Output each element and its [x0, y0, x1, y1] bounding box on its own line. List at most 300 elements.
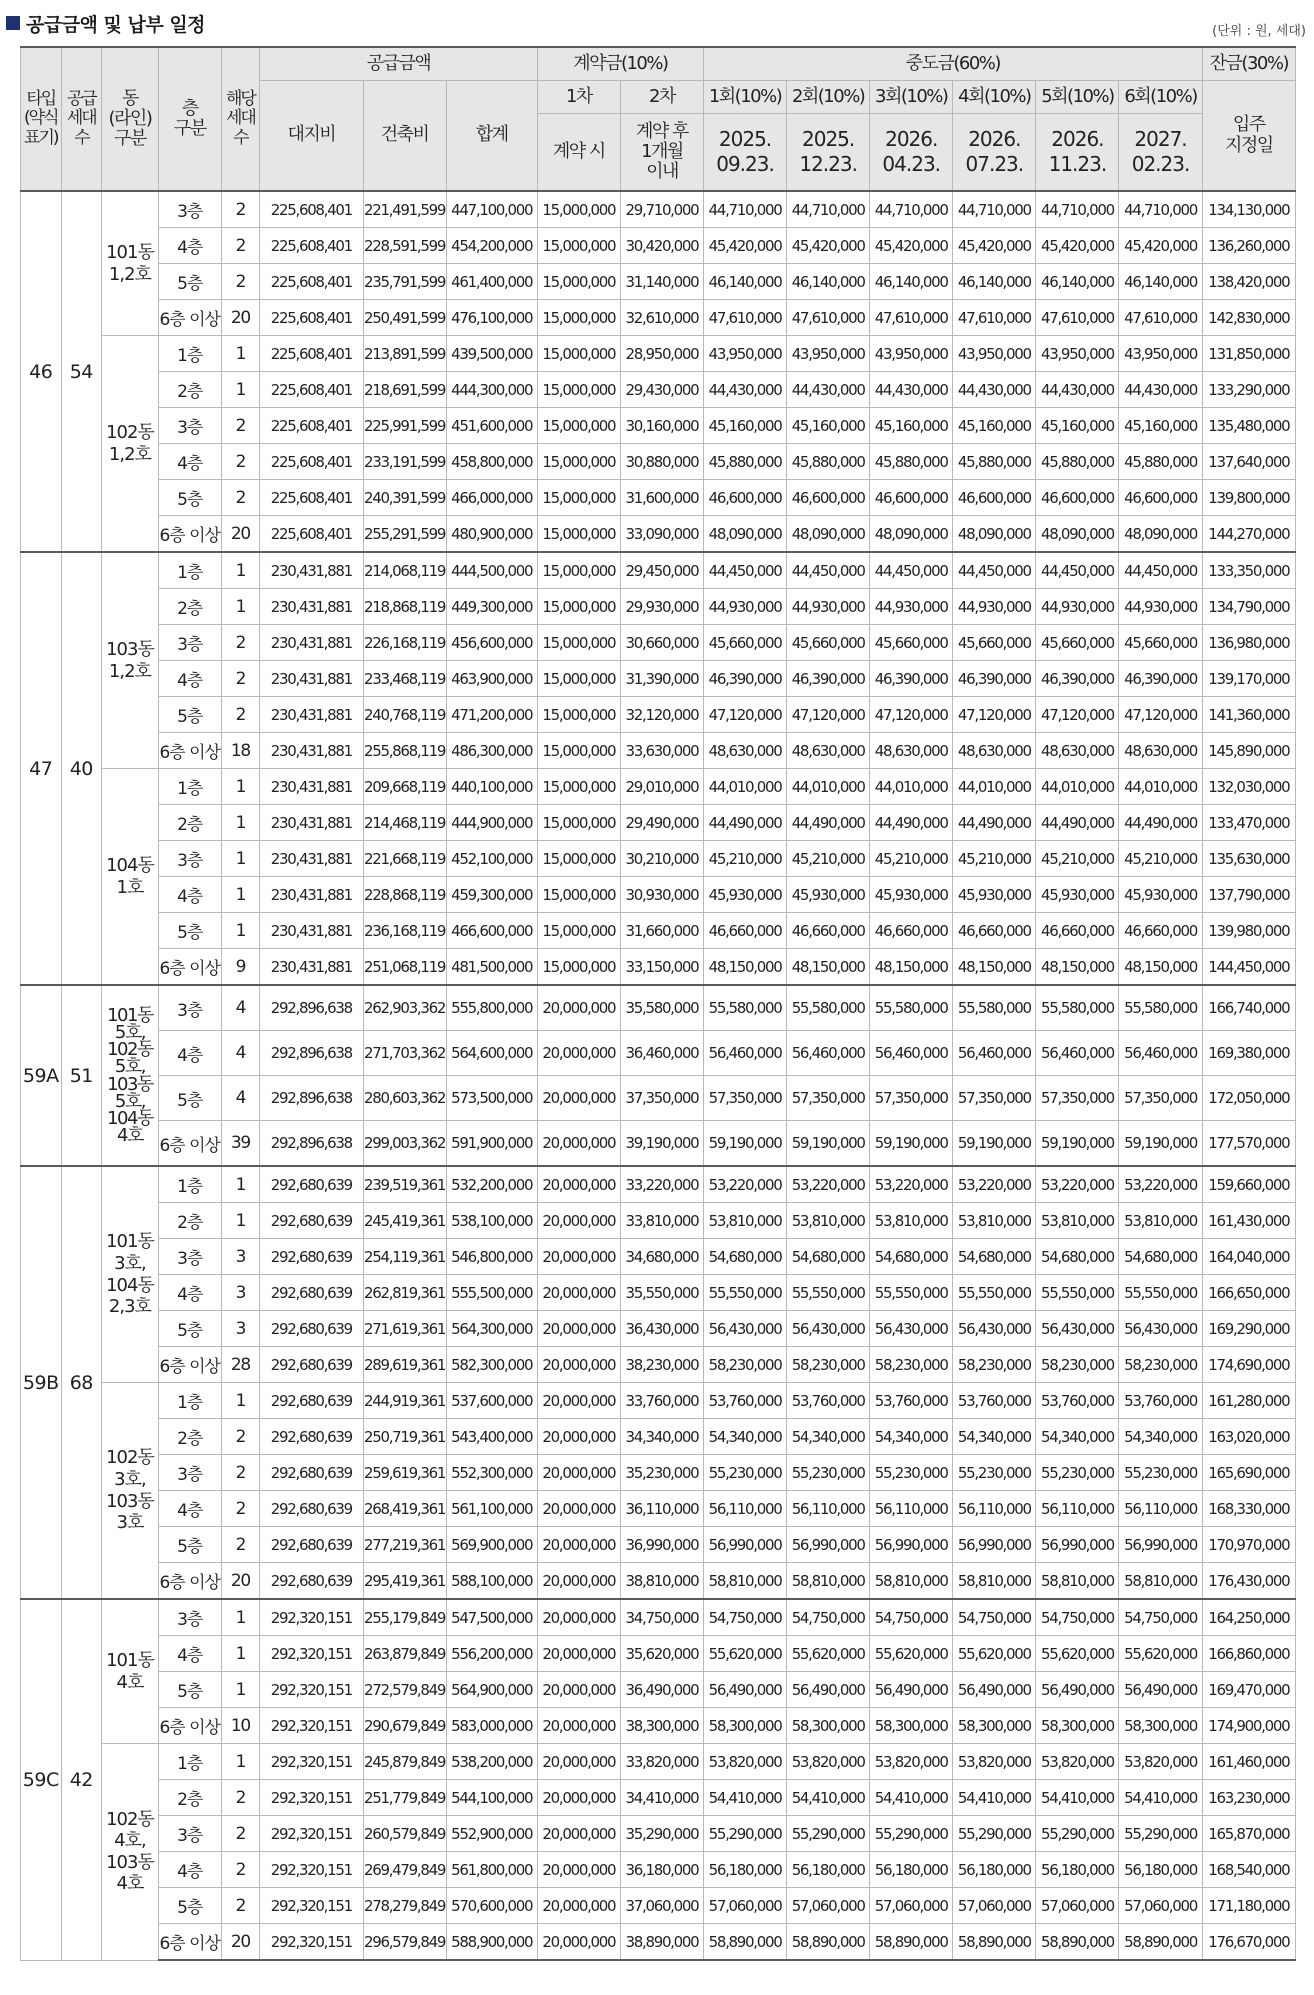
table-row [21, 408, 1296, 444]
deposit-2-cell: 31,390,000 [620, 661, 703, 697]
table-row [21, 1076, 1296, 1121]
table-row [21, 913, 1296, 949]
balance-cell: 174,900,000 [1202, 1708, 1295, 1744]
total-cell: 452,100,000 [446, 841, 537, 877]
deposit-2-cell: 35,230,000 [620, 1455, 703, 1491]
balance-cell: 166,740,000 [1202, 985, 1295, 1031]
table-row [21, 228, 1296, 264]
deposit-1-cell: 20,000,000 [537, 1527, 620, 1563]
floor-cell: 4층 [158, 661, 221, 697]
deposit-2-cell: 29,450,000 [620, 552, 703, 589]
middle-payment-cell: 58,300,000 [787, 1708, 870, 1744]
total-cell: 588,100,000 [446, 1563, 537, 1600]
middle-payment-cell: 44,710,000 [1119, 191, 1202, 228]
middle-payment-cell: 58,810,000 [1036, 1563, 1119, 1600]
middle-payment-cell: 53,810,000 [870, 1203, 953, 1239]
units-cell: 20 [221, 1563, 260, 1600]
land-cost-cell: 292,680,639 [260, 1203, 363, 1239]
middle-payment-cell: 53,220,000 [870, 1166, 953, 1203]
middle-payment-cell: 48,630,000 [953, 733, 1036, 769]
deposit-1-cell: 15,000,000 [537, 552, 620, 589]
deposit-1-cell: 15,000,000 [537, 336, 620, 372]
deposit-1-cell: 15,000,000 [537, 877, 620, 913]
deposit-1-cell: 20,000,000 [537, 1275, 620, 1311]
deposit-1-cell: 20,000,000 [537, 1166, 620, 1203]
middle-payment-cell: 44,450,000 [787, 552, 870, 589]
total-cell: 582,300,000 [446, 1347, 537, 1383]
floor-cell: 5층 [158, 1672, 221, 1708]
building-cell: 102동 3호, 103동 3호 [102, 1383, 159, 1600]
middle-payment-cell: 53,810,000 [787, 1203, 870, 1239]
land-cost-cell: 230,431,881 [260, 697, 363, 733]
header-building: 동 (라인) 구분 [102, 47, 159, 191]
header-deposit-1-when: 계약 시 [537, 114, 620, 192]
middle-payment-cell: 55,230,000 [870, 1455, 953, 1491]
balance-cell: 144,450,000 [1202, 949, 1295, 986]
middle-payment-cell: 56,490,000 [787, 1672, 870, 1708]
deposit-1-cell: 15,000,000 [537, 661, 620, 697]
middle-payment-cell: 58,890,000 [953, 1924, 1036, 1961]
floor-cell: 4층 [158, 1031, 221, 1076]
middle-payment-cell: 47,610,000 [704, 300, 787, 336]
land-cost-cell: 292,680,639 [260, 1239, 363, 1275]
middle-payment-cell: 59,190,000 [953, 1121, 1036, 1167]
total-cell: 471,200,000 [446, 697, 537, 733]
land-cost-cell: 230,431,881 [260, 552, 363, 589]
middle-payment-cell: 57,060,000 [1119, 1888, 1202, 1924]
middle-payment-cell: 44,010,000 [1036, 769, 1119, 805]
middle-payment-cell: 45,160,000 [870, 408, 953, 444]
balance-cell: 164,040,000 [1202, 1239, 1295, 1275]
middle-payment-cell: 44,430,000 [953, 372, 1036, 408]
building-cost-cell: 250,719,361 [363, 1419, 446, 1455]
land-cost-cell: 225,608,401 [260, 408, 363, 444]
header-balance-when: 입주 지정일 [1202, 81, 1295, 192]
floor-cell: 5층 [158, 1888, 221, 1924]
total-cell: 547,500,000 [446, 1599, 537, 1636]
middle-payment-cell: 56,490,000 [953, 1672, 1036, 1708]
deposit-2-cell: 30,160,000 [620, 408, 703, 444]
floor-cell: 1층 [158, 336, 221, 372]
middle-payment-cell: 53,760,000 [953, 1383, 1036, 1419]
building-cost-cell: 251,068,119 [363, 949, 446, 986]
land-cost-cell: 292,680,639 [260, 1311, 363, 1347]
deposit-2-cell: 33,630,000 [620, 733, 703, 769]
deposit-2-cell: 31,660,000 [620, 913, 703, 949]
middle-payment-cell: 44,490,000 [787, 805, 870, 841]
supply-units-cell: 40 [61, 552, 102, 985]
deposit-1-cell: 15,000,000 [537, 408, 620, 444]
deposit-2-cell: 29,710,000 [620, 191, 703, 228]
building-cost-cell: 239,519,361 [363, 1166, 446, 1203]
middle-payment-cell: 43,950,000 [787, 336, 870, 372]
middle-payment-cell: 56,110,000 [1036, 1491, 1119, 1527]
balance-cell: 142,830,000 [1202, 300, 1295, 336]
building-cost-cell: 228,591,599 [363, 228, 446, 264]
middle-payment-cell: 53,820,000 [704, 1744, 787, 1780]
middle-payment-cell: 56,490,000 [1119, 1672, 1202, 1708]
middle-payment-cell: 45,210,000 [704, 841, 787, 877]
middle-payment-cell: 56,110,000 [1119, 1491, 1202, 1527]
total-cell: 456,600,000 [446, 625, 537, 661]
building-cost-cell: 255,868,119 [363, 733, 446, 769]
land-cost-cell: 225,608,401 [260, 372, 363, 408]
balance-cell: 133,470,000 [1202, 805, 1295, 841]
middle-payment-cell: 44,430,000 [1036, 372, 1119, 408]
balance-cell: 159,660,000 [1202, 1166, 1295, 1203]
floor-cell: 6층 이상 [158, 300, 221, 336]
middle-payment-cell: 46,390,000 [704, 661, 787, 697]
middle-payment-cell: 58,230,000 [953, 1347, 1036, 1383]
total-cell: 466,000,000 [446, 480, 537, 516]
floor-cell: 5층 [158, 264, 221, 300]
middle-payment-cell: 48,090,000 [1036, 516, 1119, 553]
middle-payment-cell: 47,120,000 [870, 697, 953, 733]
units-cell: 2 [221, 408, 260, 444]
middle-payment-cell: 55,290,000 [1119, 1816, 1202, 1852]
deposit-1-cell: 15,000,000 [537, 625, 620, 661]
middle-payment-cell: 46,660,000 [1036, 913, 1119, 949]
total-cell: 573,500,000 [446, 1076, 537, 1121]
middle-payment-cell: 55,230,000 [1036, 1455, 1119, 1491]
header-middle-date: 2026. 11.23. [1036, 114, 1119, 192]
units-cell: 1 [221, 336, 260, 372]
building-cost-cell: 240,768,119 [363, 697, 446, 733]
deposit-2-cell: 29,490,000 [620, 805, 703, 841]
middle-payment-cell: 56,180,000 [704, 1852, 787, 1888]
floor-cell: 5층 [158, 913, 221, 949]
header-middle-round: 4회(10%) [953, 81, 1036, 114]
middle-payment-cell: 57,350,000 [787, 1076, 870, 1121]
middle-payment-cell: 44,450,000 [1119, 552, 1202, 589]
deposit-1-cell: 20,000,000 [537, 1852, 620, 1888]
building-cost-cell: 277,219,361 [363, 1527, 446, 1563]
middle-payment-cell: 56,180,000 [1036, 1852, 1119, 1888]
middle-payment-cell: 48,150,000 [1036, 949, 1119, 986]
middle-payment-cell: 47,120,000 [1036, 697, 1119, 733]
middle-payment-cell: 44,450,000 [870, 552, 953, 589]
table-row [21, 1275, 1296, 1311]
middle-payment-cell: 54,750,000 [1119, 1599, 1202, 1636]
building-cost-cell: 272,579,849 [363, 1672, 446, 1708]
units-cell: 2 [221, 228, 260, 264]
header-balance: 잔금(30%) [1202, 47, 1295, 81]
total-cell: 555,800,000 [446, 985, 537, 1031]
middle-payment-cell: 55,290,000 [953, 1816, 1036, 1852]
units-cell: 1 [221, 372, 260, 408]
table-body [21, 191, 1296, 1960]
deposit-2-cell: 36,490,000 [620, 1672, 703, 1708]
middle-payment-cell: 56,990,000 [787, 1527, 870, 1563]
building-cost-cell: 254,119,361 [363, 1239, 446, 1275]
middle-payment-cell: 44,930,000 [787, 589, 870, 625]
land-cost-cell: 230,431,881 [260, 913, 363, 949]
middle-payment-cell: 56,430,000 [1119, 1311, 1202, 1347]
middle-payment-cell: 54,750,000 [704, 1599, 787, 1636]
deposit-2-cell: 30,930,000 [620, 877, 703, 913]
balance-cell: 135,480,000 [1202, 408, 1295, 444]
middle-payment-cell: 55,550,000 [953, 1275, 1036, 1311]
floor-cell: 4층 [158, 1491, 221, 1527]
middle-payment-cell: 53,760,000 [870, 1383, 953, 1419]
middle-payment-cell: 45,160,000 [953, 408, 1036, 444]
table-row [21, 1031, 1296, 1076]
balance-cell: 133,290,000 [1202, 372, 1295, 408]
header-supply-amount: 공급금액 [260, 47, 538, 81]
total-cell: 480,900,000 [446, 516, 537, 553]
land-cost-cell: 292,680,639 [260, 1383, 363, 1419]
building-cell: 101동 5호, 102동 5호, 103동 5호, 104동 4호 [102, 985, 159, 1166]
land-cost-cell: 292,896,638 [260, 1121, 363, 1167]
type-cell: 59B [21, 1166, 62, 1599]
middle-payment-cell: 43,950,000 [953, 336, 1036, 372]
deposit-1-cell: 20,000,000 [537, 1311, 620, 1347]
deposit-1-cell: 15,000,000 [537, 228, 620, 264]
middle-payment-cell: 55,580,000 [953, 985, 1036, 1031]
middle-payment-cell: 53,810,000 [1119, 1203, 1202, 1239]
header-deposit-1: 1차 [537, 81, 620, 114]
middle-payment-cell: 46,600,000 [787, 480, 870, 516]
middle-payment-cell: 46,140,000 [704, 264, 787, 300]
land-cost-cell: 292,320,151 [260, 1744, 363, 1780]
middle-payment-cell: 56,110,000 [870, 1491, 953, 1527]
middle-payment-cell: 45,420,000 [704, 228, 787, 264]
table-header [21, 47, 1296, 191]
building-cost-cell: 268,419,361 [363, 1491, 446, 1527]
middle-payment-cell: 44,490,000 [1119, 805, 1202, 841]
header-building-cost: 건축비 [363, 81, 446, 192]
balance-cell: 134,790,000 [1202, 589, 1295, 625]
deposit-1-cell: 15,000,000 [537, 264, 620, 300]
middle-payment-cell: 55,580,000 [870, 985, 953, 1031]
table-row [21, 985, 1296, 1031]
deposit-1-cell: 20,000,000 [537, 1599, 620, 1636]
units-cell: 10 [221, 1708, 260, 1744]
middle-payment-cell: 48,630,000 [1036, 733, 1119, 769]
units-cell: 3 [221, 1311, 260, 1347]
deposit-2-cell: 38,300,000 [620, 1708, 703, 1744]
land-cost-cell: 225,608,401 [260, 300, 363, 336]
deposit-1-cell: 20,000,000 [537, 1203, 620, 1239]
header-middle-date: 2025. 09.23. [704, 114, 787, 192]
balance-cell: 139,170,000 [1202, 661, 1295, 697]
deposit-2-cell: 34,340,000 [620, 1419, 703, 1455]
floor-cell: 3층 [158, 985, 221, 1031]
deposit-2-cell: 31,600,000 [620, 480, 703, 516]
deposit-2-cell: 34,410,000 [620, 1780, 703, 1816]
middle-payment-cell: 45,160,000 [787, 408, 870, 444]
middle-payment-cell: 58,300,000 [870, 1708, 953, 1744]
middle-payment-cell: 44,490,000 [953, 805, 1036, 841]
deposit-2-cell: 38,230,000 [620, 1347, 703, 1383]
building-cost-cell: 255,179,849 [363, 1599, 446, 1636]
units-cell: 28 [221, 1347, 260, 1383]
building-cost-cell: 262,819,361 [363, 1275, 446, 1311]
total-cell: 440,100,000 [446, 769, 537, 805]
balance-cell: 139,980,000 [1202, 913, 1295, 949]
deposit-1-cell: 15,000,000 [537, 372, 620, 408]
header-middle-round: 3회(10%) [870, 81, 953, 114]
deposit-2-cell: 33,220,000 [620, 1166, 703, 1203]
middle-payment-cell: 44,430,000 [870, 372, 953, 408]
balance-cell: 144,270,000 [1202, 516, 1295, 553]
middle-payment-cell: 48,090,000 [953, 516, 1036, 553]
middle-payment-cell: 56,430,000 [870, 1311, 953, 1347]
table-row [21, 1744, 1296, 1780]
middle-payment-cell: 55,230,000 [704, 1455, 787, 1491]
middle-payment-cell: 45,210,000 [1036, 841, 1119, 877]
middle-payment-cell: 47,610,000 [1119, 300, 1202, 336]
building-cost-cell: 271,619,361 [363, 1311, 446, 1347]
header-middle-round: 1회(10%) [704, 81, 787, 114]
floor-cell: 2층 [158, 1780, 221, 1816]
middle-payment-cell: 44,710,000 [1036, 191, 1119, 228]
deposit-2-cell: 34,750,000 [620, 1599, 703, 1636]
middle-payment-cell: 56,110,000 [704, 1491, 787, 1527]
total-cell: 486,300,000 [446, 733, 537, 769]
units-cell: 2 [221, 1527, 260, 1563]
total-cell: 552,300,000 [446, 1455, 537, 1491]
middle-payment-cell: 46,140,000 [1119, 264, 1202, 300]
middle-payment-cell: 45,660,000 [870, 625, 953, 661]
middle-payment-cell: 53,760,000 [787, 1383, 870, 1419]
middle-payment-cell: 57,060,000 [870, 1888, 953, 1924]
deposit-2-cell: 37,060,000 [620, 1888, 703, 1924]
middle-payment-cell: 55,230,000 [1119, 1455, 1202, 1491]
middle-payment-cell: 56,490,000 [870, 1672, 953, 1708]
land-cost-cell: 292,896,638 [260, 985, 363, 1031]
units-cell: 1 [221, 1166, 260, 1203]
balance-cell: 136,260,000 [1202, 228, 1295, 264]
deposit-2-cell: 38,890,000 [620, 1924, 703, 1961]
deposit-2-cell: 35,290,000 [620, 1816, 703, 1852]
middle-payment-cell: 45,880,000 [953, 444, 1036, 480]
floor-cell: 4층 [158, 877, 221, 913]
middle-payment-cell: 54,680,000 [704, 1239, 787, 1275]
balance-cell: 170,970,000 [1202, 1527, 1295, 1563]
balance-cell: 166,860,000 [1202, 1636, 1295, 1672]
floor-cell: 5층 [158, 1076, 221, 1121]
header-supply-units: 공급 세대 수 [61, 47, 102, 191]
floor-cell: 3층 [158, 1239, 221, 1275]
middle-payment-cell: 46,390,000 [870, 661, 953, 697]
balance-cell: 161,460,000 [1202, 1744, 1295, 1780]
total-cell: 569,900,000 [446, 1527, 537, 1563]
floor-cell: 1층 [158, 552, 221, 589]
middle-payment-cell: 56,460,000 [1036, 1031, 1119, 1076]
balance-cell: 169,380,000 [1202, 1031, 1295, 1076]
table-row [21, 1419, 1296, 1455]
middle-payment-cell: 44,430,000 [704, 372, 787, 408]
middle-payment-cell: 45,880,000 [787, 444, 870, 480]
middle-payment-cell: 45,880,000 [1119, 444, 1202, 480]
middle-payment-cell: 48,090,000 [1119, 516, 1202, 553]
middle-payment-cell: 45,660,000 [1036, 625, 1119, 661]
middle-payment-cell: 53,820,000 [1119, 1744, 1202, 1780]
deposit-1-cell: 15,000,000 [537, 769, 620, 805]
floor-cell: 1층 [158, 1383, 221, 1419]
middle-payment-cell: 55,230,000 [953, 1455, 1036, 1491]
building-cost-cell: 213,891,599 [363, 336, 446, 372]
deposit-2-cell: 36,990,000 [620, 1527, 703, 1563]
deposit-2-cell: 35,620,000 [620, 1636, 703, 1672]
balance-cell: 132,030,000 [1202, 769, 1295, 805]
total-cell: 444,900,000 [446, 805, 537, 841]
middle-payment-cell: 53,820,000 [787, 1744, 870, 1780]
balance-cell: 137,790,000 [1202, 877, 1295, 913]
balance-cell: 176,430,000 [1202, 1563, 1295, 1600]
table-row [21, 1924, 1296, 1961]
land-cost-cell: 292,320,151 [260, 1888, 363, 1924]
table-row [21, 1888, 1296, 1924]
middle-payment-cell: 46,660,000 [787, 913, 870, 949]
middle-payment-cell: 59,190,000 [704, 1121, 787, 1167]
floor-cell: 3층 [158, 625, 221, 661]
middle-payment-cell: 56,430,000 [787, 1311, 870, 1347]
table-row [21, 1455, 1296, 1491]
deposit-1-cell: 20,000,000 [537, 1744, 620, 1780]
middle-payment-cell: 56,430,000 [1036, 1311, 1119, 1347]
deposit-2-cell: 32,120,000 [620, 697, 703, 733]
middle-payment-cell: 46,660,000 [704, 913, 787, 949]
units-cell: 1 [221, 877, 260, 913]
middle-payment-cell: 47,120,000 [953, 697, 1036, 733]
deposit-2-cell: 33,810,000 [620, 1203, 703, 1239]
middle-payment-cell: 54,410,000 [704, 1780, 787, 1816]
total-cell: 447,100,000 [446, 191, 537, 228]
middle-payment-cell: 45,420,000 [787, 228, 870, 264]
middle-payment-cell: 48,150,000 [870, 949, 953, 986]
table-row [21, 805, 1296, 841]
deposit-2-cell: 35,550,000 [620, 1275, 703, 1311]
middle-payment-cell: 56,460,000 [787, 1031, 870, 1076]
deposit-1-cell: 20,000,000 [537, 1491, 620, 1527]
deposit-1-cell: 15,000,000 [537, 480, 620, 516]
deposit-1-cell: 15,000,000 [537, 697, 620, 733]
floor-cell: 3층 [158, 1455, 221, 1491]
unit-label: (단위 : 원, 세대) [1212, 24, 1306, 39]
units-cell: 2 [221, 1852, 260, 1888]
middle-payment-cell: 46,600,000 [953, 480, 1036, 516]
units-cell: 9 [221, 949, 260, 986]
middle-payment-cell: 46,600,000 [1119, 480, 1202, 516]
total-cell: 583,000,000 [446, 1708, 537, 1744]
middle-payment-cell: 57,350,000 [704, 1076, 787, 1121]
deposit-1-cell: 20,000,000 [537, 1708, 620, 1744]
balance-cell: 134,130,000 [1202, 191, 1295, 228]
units-cell: 4 [221, 1031, 260, 1076]
deposit-1-cell: 20,000,000 [537, 1076, 620, 1121]
balance-cell: 171,180,000 [1202, 1888, 1295, 1924]
table-row [21, 552, 1296, 589]
header-units: 해당 세대 수 [221, 47, 260, 191]
middle-payment-cell: 46,660,000 [1119, 913, 1202, 949]
table-row [21, 1852, 1296, 1888]
balance-cell: 145,890,000 [1202, 733, 1295, 769]
middle-payment-cell: 58,810,000 [870, 1563, 953, 1600]
building-cost-cell: 221,668,119 [363, 841, 446, 877]
middle-payment-cell: 56,430,000 [953, 1311, 1036, 1347]
balance-cell: 139,800,000 [1202, 480, 1295, 516]
land-cost-cell: 292,680,639 [260, 1166, 363, 1203]
land-cost-cell: 292,896,638 [260, 1076, 363, 1121]
total-cell: 454,200,000 [446, 228, 537, 264]
land-cost-cell: 292,680,639 [260, 1347, 363, 1383]
units-cell: 1 [221, 1383, 260, 1419]
deposit-2-cell: 33,150,000 [620, 949, 703, 986]
total-cell: 552,900,000 [446, 1816, 537, 1852]
units-cell: 1 [221, 769, 260, 805]
